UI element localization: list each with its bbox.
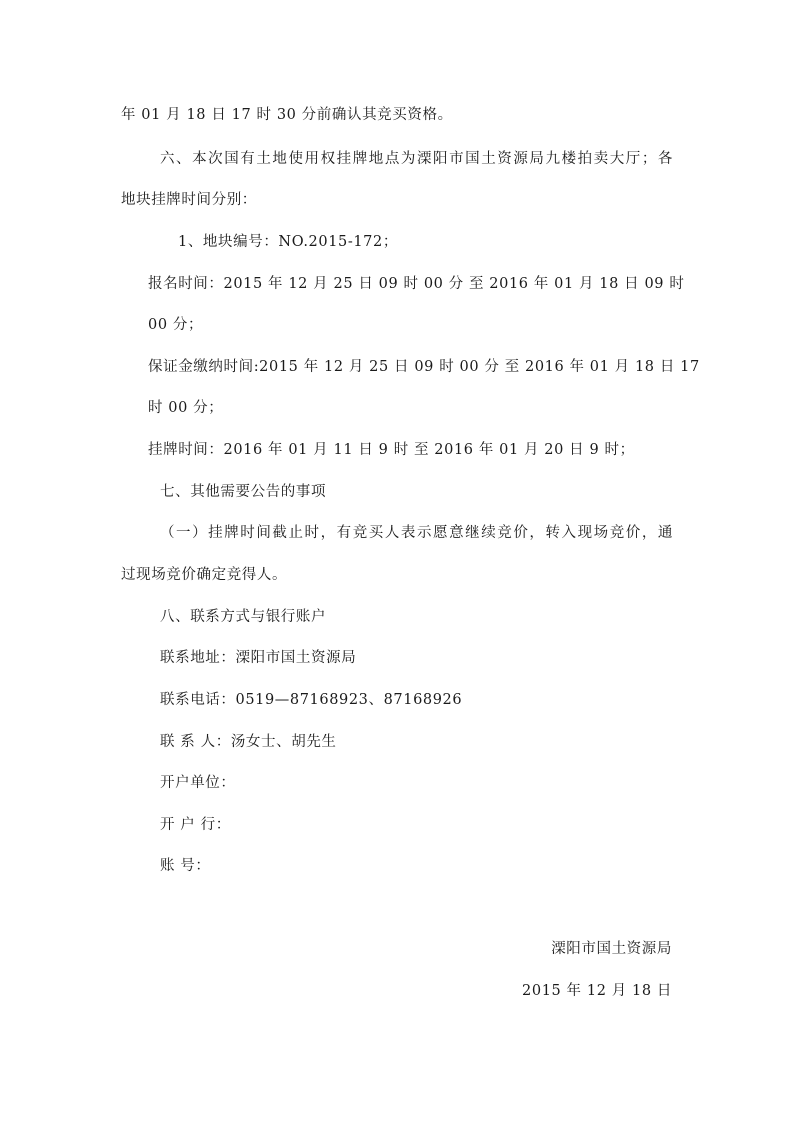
section-8-heading: 八、联系方式与银行账户 bbox=[160, 609, 327, 625]
registration-time: 报名时间：2015 年 12 月 25 日 09 时 00 分 至 2016 年 01 月 18 日 09 时 bbox=[148, 276, 685, 292]
parcel-number: 1、地块编号：NO.2015-172； bbox=[178, 234, 398, 250]
contact-phone: 联系电话：0519—87168923、87168926 bbox=[160, 692, 463, 708]
deposit-payment-time-continuation: 时 00 分； bbox=[148, 400, 224, 416]
signature-date: 2015 年 12 月 18 日 bbox=[522, 983, 672, 999]
contact-address: 联系地址：溧阳市国土资源局 bbox=[160, 650, 357, 666]
registration-time-continuation: 00 分； bbox=[148, 317, 204, 333]
listing-time: 挂牌时间：2016 年 01 月 11 日 9 时 至 2016 年 01 月 20 日 9 时； bbox=[148, 442, 635, 458]
deposit-payment-time: 保证金缴纳时间:2015 年 12 月 25 日 09 时 00 分 至 2016 年 01 月 18 日 17 bbox=[148, 359, 700, 375]
account-holder: 开户单位： bbox=[160, 775, 236, 791]
signature-organization: 溧阳市国土资源局 bbox=[551, 941, 672, 957]
text-line-deadline: 年 01 月 18 日 17 时 30 分前确认其竞买资格。 bbox=[121, 107, 453, 123]
section-6-continuation: 地块挂牌时间分别： bbox=[121, 192, 257, 208]
section-7-item-1: （一）挂牌时间截止时，有竞买人表示愿意继续竞价，转入现场竞价，通 bbox=[160, 525, 673, 541]
account-number: 账 号： bbox=[160, 858, 211, 874]
account-bank: 开 户 行： bbox=[160, 817, 231, 833]
section-6-heading: 六、本次国有土地使用权挂牌地点为溧阳市国土资源局九楼拍卖大厅；各 bbox=[160, 151, 673, 167]
section-7-heading: 七、其他需要公告的事项 bbox=[160, 484, 327, 500]
contact-person: 联 系 人：汤女士、胡先生 bbox=[160, 734, 337, 750]
section-7-item-1-continuation: 过现场竞价确定竞得人。 bbox=[121, 567, 288, 583]
